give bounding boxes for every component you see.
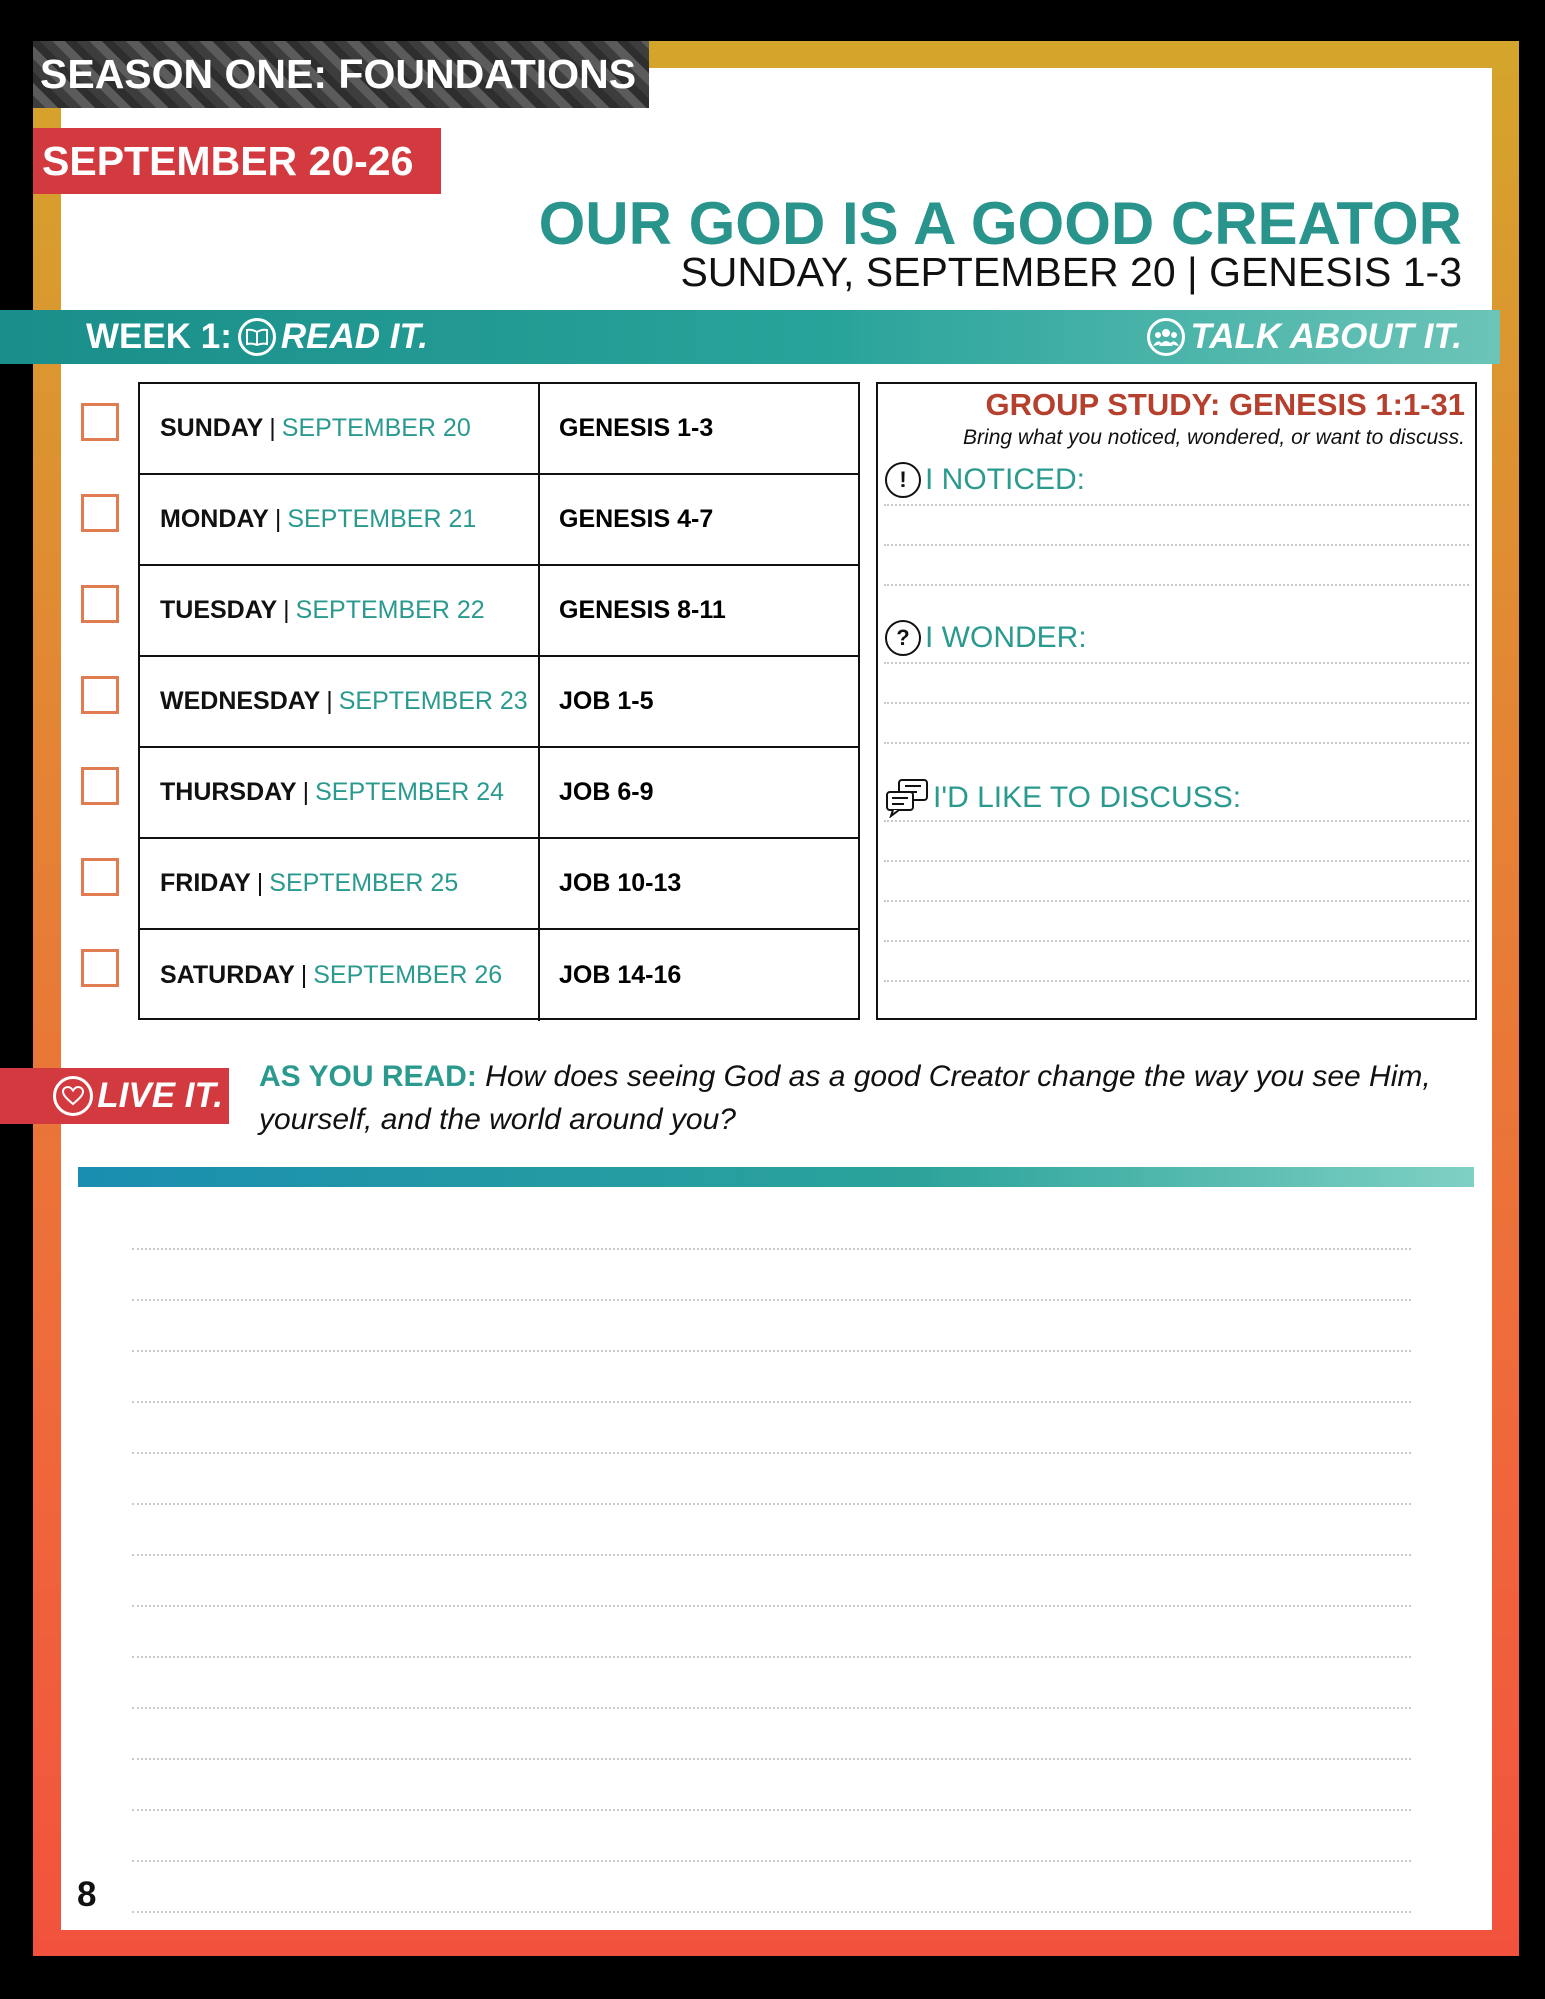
page-title: OUR GOD IS A GOOD CREATOR — [538, 190, 1462, 257]
day-name: WEDNESDAY — [160, 687, 321, 715]
journal-line[interactable] — [132, 1809, 1411, 1811]
journal-line[interactable] — [132, 1401, 1411, 1403]
writing-line[interactable] — [884, 702, 1469, 704]
page-number: 8 — [77, 1875, 97, 1914]
writing-line[interactable] — [884, 820, 1469, 822]
reading-passage: GENESIS 8-11 — [559, 596, 726, 624]
reading-schedule-table — [138, 382, 860, 1020]
journal-line[interactable] — [132, 1452, 1411, 1454]
day-date: SEPTEMBER 25 — [269, 869, 459, 897]
reading-passage: JOB 14-16 — [559, 961, 682, 989]
week-label: WEEK 1: — [86, 317, 232, 356]
live-it-tag — [0, 1068, 229, 1124]
reading-checkbox-sunday[interactable] — [81, 403, 119, 441]
reading-checkbox-thursday[interactable] — [81, 767, 119, 805]
journal-line[interactable] — [132, 1554, 1411, 1556]
journal-line[interactable] — [132, 1299, 1411, 1301]
separator: | — [326, 687, 333, 715]
separator: | — [283, 596, 290, 624]
journal-line[interactable] — [132, 1911, 1411, 1913]
day-date: SEPTEMBER 23 — [338, 687, 528, 715]
writing-line[interactable] — [884, 900, 1469, 902]
schedule-day-cell — [140, 384, 540, 473]
question-icon: ? — [885, 620, 921, 656]
reading-passage: JOB 6-9 — [559, 778, 654, 806]
reading-checkbox-tuesday[interactable] — [81, 585, 119, 623]
schedule-day-cell — [140, 566, 540, 655]
live-it-label: LIVE IT. — [97, 1076, 223, 1115]
day-name: THURSDAY — [160, 778, 297, 806]
schedule-row — [140, 748, 858, 839]
schedule-row — [140, 384, 858, 475]
season-banner: SEASON ONE: FOUNDATIONS — [33, 41, 649, 108]
writing-line[interactable] — [884, 504, 1469, 506]
day-date: SEPTEMBER 21 — [287, 505, 477, 533]
day-date: SEPTEMBER 24 — [315, 778, 505, 806]
reading-passage: GENESIS 1-3 — [559, 414, 714, 442]
speech-bubbles-icon — [885, 778, 929, 818]
open-book-icon — [238, 318, 276, 356]
reading-checkbox-monday[interactable] — [81, 494, 119, 532]
reflection-question-text: How does seeing God as a good Creator change the way you see Him, yourself, and the world around you? — [259, 1060, 1431, 1136]
section-divider — [78, 1167, 1474, 1187]
talk-about-it-label: TALK ABOUT IT. — [1190, 317, 1462, 356]
day-name: TUESDAY — [160, 596, 278, 624]
schedule-day-cell — [140, 930, 540, 1021]
reading-checkbox-friday[interactable] — [81, 858, 119, 896]
schedule-day-cell — [140, 475, 540, 564]
separator: | — [274, 505, 282, 533]
page-subtitle: SUNDAY, SEPTEMBER 20 | GENESIS 1-3 — [680, 249, 1462, 295]
journal-line[interactable] — [132, 1350, 1411, 1352]
separator: | — [300, 961, 308, 989]
group-study-title: GROUP STUDY: GENESIS 1:1-31 — [985, 387, 1465, 422]
reading-checkbox-wednesday[interactable] — [81, 676, 119, 714]
schedule-row — [140, 930, 858, 1021]
read-it-label: READ IT. — [280, 317, 428, 356]
as-you-read-label: AS YOU READ: — [259, 1060, 477, 1093]
exclamation-icon: ! — [885, 462, 921, 498]
separator: | — [269, 414, 276, 442]
schedule-row — [140, 566, 858, 657]
writing-line[interactable] — [884, 742, 1469, 744]
wonder-prompt — [885, 620, 1087, 656]
day-date: SEPTEMBER 20 — [281, 414, 471, 442]
reflection-question — [259, 1055, 1479, 1141]
schedule-day-cell — [140, 657, 540, 746]
schedule-row — [140, 657, 858, 748]
day-name: SUNDAY — [160, 414, 264, 442]
journal-line[interactable] — [132, 1707, 1411, 1709]
schedule-row — [140, 475, 858, 566]
writing-line[interactable] — [884, 940, 1469, 942]
discuss-label: I'D LIKE TO DISCUSS: — [933, 781, 1242, 814]
writing-line[interactable] — [884, 860, 1469, 862]
noticed-label: I NOTICED: — [925, 463, 1086, 496]
schedule-day-cell — [140, 748, 540, 837]
discuss-prompt — [885, 778, 1241, 818]
day-name: SATURDAY — [160, 961, 295, 989]
reading-passage: JOB 10-13 — [559, 869, 682, 897]
week-dates-banner: SEPTEMBER 20-26 — [33, 128, 441, 194]
noticed-prompt — [885, 462, 1085, 498]
writing-line[interactable] — [884, 584, 1469, 586]
writing-line[interactable] — [884, 662, 1469, 664]
schedule-day-cell — [140, 839, 540, 928]
writing-line[interactable] — [884, 544, 1469, 546]
reading-passage: JOB 1-5 — [559, 687, 654, 715]
read-it-heading — [86, 310, 428, 364]
reading-passage: GENESIS 4-7 — [559, 505, 714, 533]
schedule-row — [140, 839, 858, 930]
day-date: SEPTEMBER 22 — [295, 596, 485, 624]
talk-about-it-heading — [1141, 310, 1462, 364]
reading-checkbox-saturday[interactable] — [81, 949, 119, 987]
journal-line[interactable] — [132, 1758, 1411, 1760]
group-people-icon — [1147, 318, 1185, 356]
journal-line[interactable] — [132, 1860, 1411, 1862]
wonder-label: I WONDER: — [925, 621, 1087, 654]
separator: | — [302, 778, 310, 806]
day-name: FRIDAY — [160, 869, 251, 897]
separator: | — [256, 869, 264, 897]
group-study-box — [876, 382, 1477, 1020]
journal-line[interactable] — [132, 1605, 1411, 1607]
writing-line[interactable] — [884, 980, 1469, 982]
group-study-subtitle: Bring what you noticed, wondered, or want to discuss. — [963, 426, 1465, 449]
journal-line[interactable] — [132, 1248, 1411, 1250]
day-name: MONDAY — [160, 505, 269, 533]
journal-line[interactable] — [132, 1656, 1411, 1658]
day-date: SEPTEMBER 26 — [313, 961, 503, 989]
heart-icon — [53, 1076, 93, 1116]
journal-line[interactable] — [132, 1503, 1411, 1505]
